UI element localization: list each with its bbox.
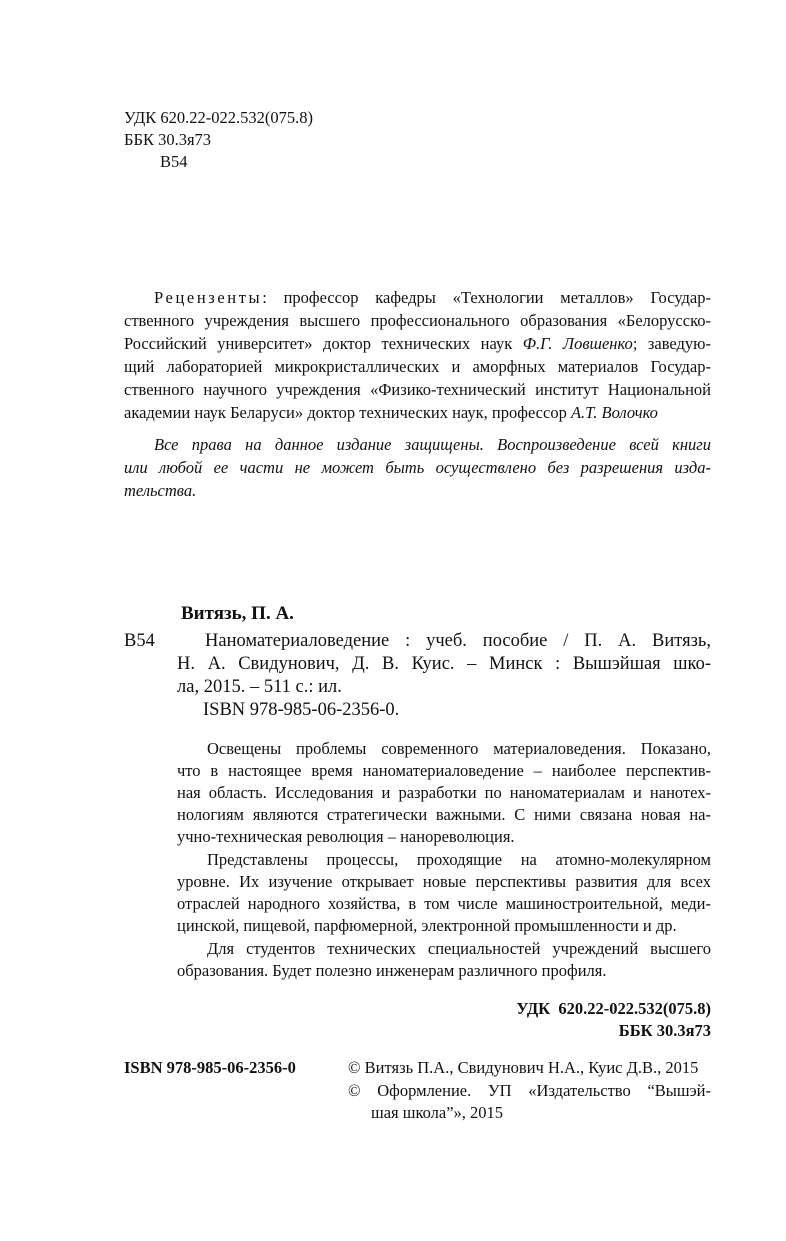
author-mark: В54 — [160, 152, 188, 171]
reviewers-line-4: щий лабораторией микрокристаллических и аморфных материалов Государ- — [124, 357, 711, 376]
bibliographic-line-3: ла, 2015. – 511 с.: ил. — [177, 677, 342, 697]
reviewers-line-5: ственного научного учреждения «Физико-технический институт Национальной — [124, 380, 711, 399]
footer-udk: УДК 620.22-022.532(075.8) — [516, 999, 711, 1018]
bbk-code: ББК 30.3я73 — [124, 130, 212, 149]
bibliographic-code: В54 — [124, 631, 155, 651]
reviewers-line-3-post: ; заведую- — [632, 334, 711, 353]
reviewer-name-2: А.Т. Волочко — [570, 403, 658, 422]
rights-line-2: или любой ее части не может быть осуществлено без разрешения изда- — [124, 458, 711, 477]
annotation-p1-line-4: нологиям являются стратегически важными. С ними связана новая на- — [177, 805, 711, 824]
reviewers-line-1-text: : профессор кафедры «Технологии металлов» Государ- — [262, 288, 711, 307]
annotation-p2-line-1: Представлены процессы, проходящие на атомно-молекулярном — [207, 850, 711, 869]
rights-line-1: Все права на данное издание защищены. Воспроизведение всей книги — [154, 435, 711, 454]
copyright-design-line-1: © Оформление. УП «Издательство “Вышэй- — [348, 1081, 711, 1100]
reviewers-label: Рецензенты — [154, 288, 263, 307]
annotation-p3-line-2: образования. Будет полезно инженерам различного профиля. — [177, 961, 607, 980]
annotation-p2-line-3: отраслей народного хозяйства, в том числе машиностроительной, меди- — [177, 894, 711, 913]
rights-line-3: тельства. — [124, 481, 197, 500]
annotation-p2-line-4: цинской, пищевой, парфюмерной, электронной промышленности и др. — [177, 916, 677, 935]
annotation-p1-line-1: Освещены проблемы современного материаловедения. Показано, — [207, 739, 711, 758]
footer-bbk: ББК 30.3я73 — [618, 1021, 711, 1040]
copyright-authors: © Витязь П.А., Свидунович Н.А., Куис Д.В., 2015 — [348, 1058, 699, 1077]
annotation-p1-line-5: учно-техническая революция – нанореволюция. — [177, 827, 515, 846]
annotation-p2-line-2: уровне. Их изучение открывает новые перспективы развития для всех — [177, 872, 711, 891]
imprint-isbn: ISBN 978-985-06-2356-0 — [124, 1058, 296, 1077]
annotation-p1-line-3: ная область. Исследования и разработки по наноматериалам и нанотех- — [177, 783, 711, 802]
reviewers-line-1 — [154, 287, 711, 309]
reviewers-line-2: ственного учреждения высшего профессионального образования «Белорусско- — [124, 311, 711, 330]
bibliographic-isbn: ISBN 978-985-06-2356-0. — [203, 700, 400, 720]
bibliographic-line-1: Наноматериаловедение : учеб. пособие / П. А. Витязь, — [205, 631, 711, 651]
annotation-p1-line-2: что в настоящее время наноматериаловедение – наиболее перспектив- — [177, 761, 711, 780]
bibliographic-line-2: Н. А. Свидунович, Д. В. Куис. – Минск : Вышэйшая шко- — [177, 654, 711, 674]
annotation-p3-line-1: Для студентов технических специальностей учреждений высшего — [207, 939, 711, 958]
copyright-design-line-2: шая школа”», 2015 — [371, 1103, 504, 1122]
reviewers-line-6 — [124, 402, 658, 424]
udk-code: УДК 620.22-022.532(075.8) — [124, 108, 314, 127]
reviewers-line-6-pre: академии наук Беларуси» доктор технических наук, профессор — [124, 403, 571, 422]
reviewer-name-1: Ф.Г. Ловшенко — [522, 334, 633, 353]
book-author: Витязь, П. А. — [181, 603, 294, 624]
reviewers-line-3-pre: Российский университет» доктор технических наук — [124, 334, 523, 353]
reviewers-line-3 — [124, 333, 711, 355]
